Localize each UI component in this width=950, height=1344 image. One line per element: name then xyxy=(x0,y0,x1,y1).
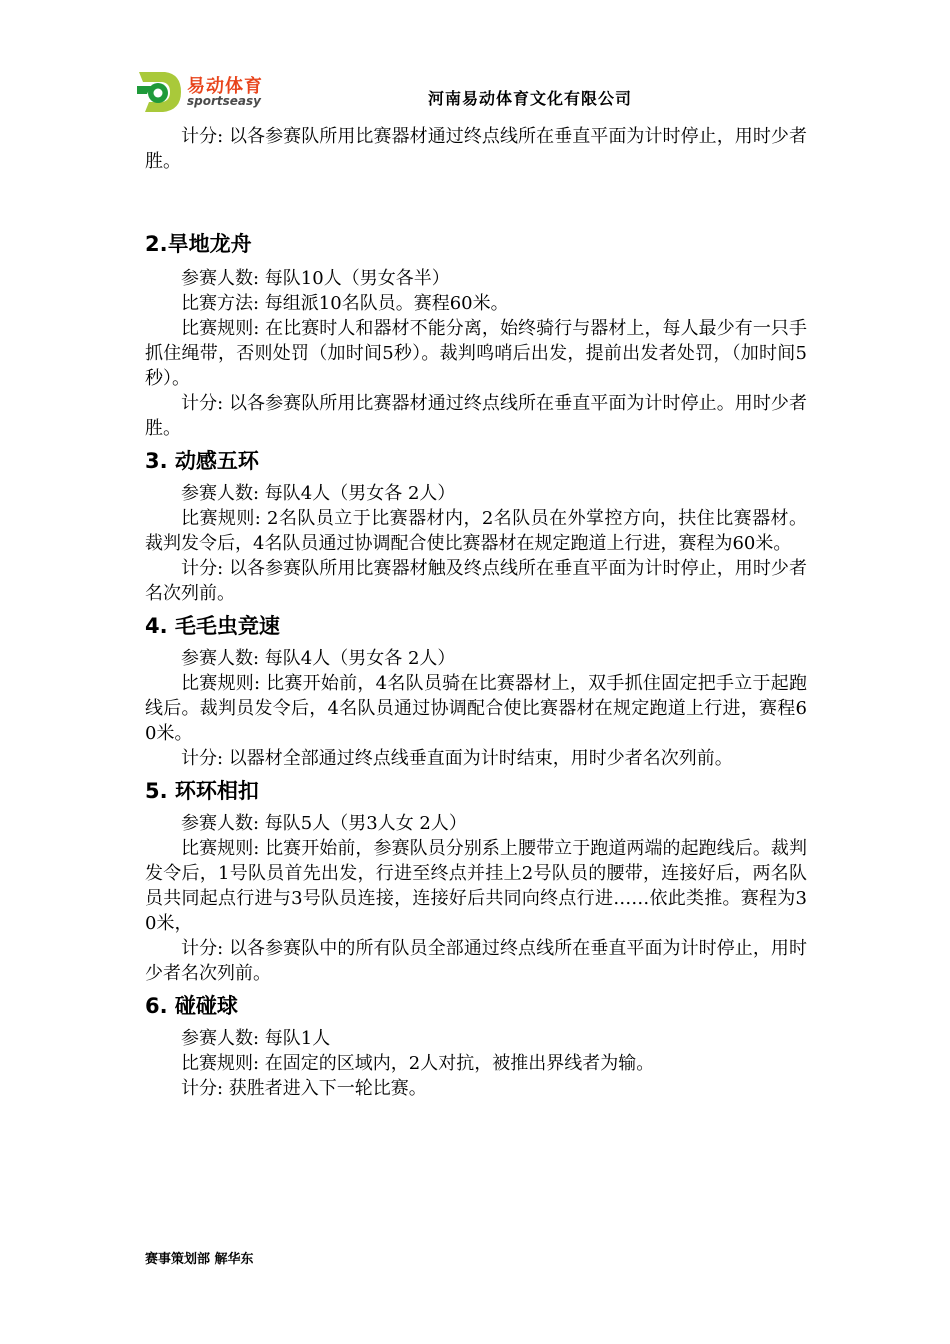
section-paragraph: 比赛规则: 比赛开始前，4名队员骑在比赛器材上，双手抓住固定把手立于起跑线后。裁判员发令后，4名队员通过协调配合使比赛器材在规定跑道上行进，赛程60米。 xyxy=(145,673,807,744)
section-title: 4. 毛毛虫竞速 xyxy=(145,614,280,638)
section-paragraph: 计分: 以各参赛队所用比赛器材触及终点线所在垂直平面为计时停止，用时少者名次列前。 xyxy=(145,558,807,604)
section-title: 5. 环环相扣 xyxy=(145,779,259,803)
section-paragraph: 计分: 以各参赛队中的所有队员全部通过终点线所在垂直平面为计时停止，用时少者名次列前。 xyxy=(145,938,807,984)
section-paragraph: 参赛人数: 每队1人 xyxy=(181,1028,331,1049)
section-title: 6. 碰碰球 xyxy=(145,994,238,1018)
section-paragraph: 参赛人数: 每队5人（男3人女 2人） xyxy=(181,813,467,834)
company-logo xyxy=(135,68,275,114)
document-body xyxy=(145,124,807,1101)
spacer xyxy=(145,174,807,230)
section-paragraph: 参赛人数: 每队4人（男女各 2人） xyxy=(181,483,456,504)
intro-scoring-paragraph: 计分: 以各参赛队所用比赛器材通过终点线所在垂直平面为计时停止，用时少者胜。 xyxy=(145,126,807,172)
section-paragraph: 比赛规则: 2名队员立于比赛器材内，2名队员在外掌控方向，扶住比赛器材。裁判发令后，4名队员通过协调配合使比赛器材在规定跑道上行进，赛程为60米。 xyxy=(145,508,807,554)
section-paragraph: 比赛规则: 在比赛时人和器材不能分离，始终骑行与器材上，每人最少有一只手抓住绳带，否则处罚（加时间5秒）。裁判鸣哨后出发，提前出发者处罚，（加时间5秒）。 xyxy=(145,318,807,389)
section-title: 3. 动感五环 xyxy=(145,449,259,473)
logo-english-name: sportseasy xyxy=(187,94,261,108)
section-paragraph: 参赛人数: 每队10人（男女各半） xyxy=(181,268,450,289)
section-paragraph: 比赛方法: 每组派10名队员。赛程60米。 xyxy=(181,293,509,314)
page-header xyxy=(135,68,815,118)
company-name: 河南易动体育文化有限公司 xyxy=(428,89,633,108)
section-paragraph: 参赛人数: 每队4人（男女各 2人） xyxy=(181,648,456,669)
section-paragraph: 计分: 以器材全部通过终点线垂直面为计时结束，用时少者名次列前。 xyxy=(181,748,733,769)
section-paragraph: 计分: 以各参赛队所用比赛器材通过终点线所在垂直平面为计时停止。用时少者胜。 xyxy=(145,393,807,439)
section-paragraph: 比赛规则: 比赛开始前，参赛队员分别系上腰带立于跑道两端的起跑线后。裁判发令后，1号队员首先出发，行进至终点并挂上2号队员的腰带，连接好后，两名队员共同起点行进与3号队员连接，连接好后共同向终点行进……依此类推。赛程为30米， xyxy=(145,838,807,934)
logo-mark-icon xyxy=(135,68,185,114)
section-paragraph: 计分: 获胜者进入下一轮比赛。 xyxy=(181,1078,427,1099)
page-footer: 赛事策划部 解华东 xyxy=(145,1252,254,1267)
section-paragraph: 比赛规则: 在固定的区域内，2人对抗，被推出界线者为输。 xyxy=(181,1053,655,1074)
section-title: 2.旱地龙舟 xyxy=(145,232,252,256)
logo-chinese-name: 易动体育 xyxy=(187,76,263,97)
